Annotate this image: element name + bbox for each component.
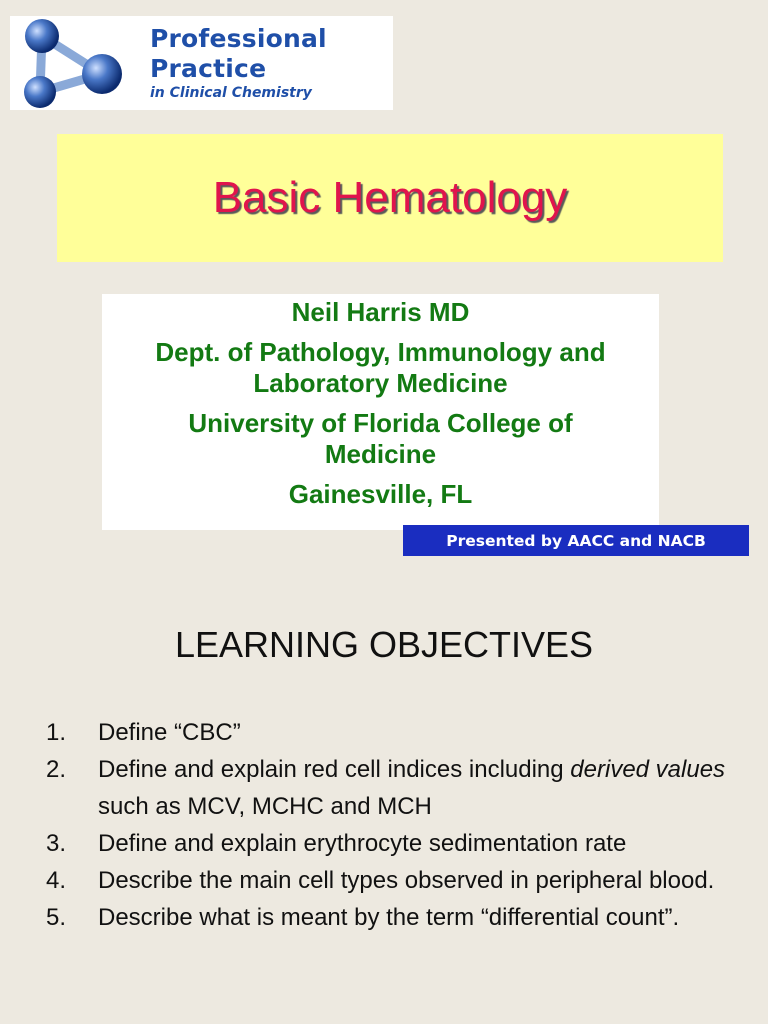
presented-by-banner: Presented by AACC and NACB [403,525,749,556]
objective-item [40,714,740,751]
objective-number: 5. [46,904,67,931]
objective-text: Define “CBC” [98,719,241,746]
objective-emphasis: derived values [570,756,726,783]
author-location: Gainesville, FL [288,479,473,509]
objective-number: 3. [46,830,67,857]
logo [10,16,393,110]
title-box [57,134,723,262]
objective-number: 2. [46,756,67,783]
objective-number: 1. [46,719,67,746]
author-name: Neil Harris MD [291,297,470,327]
author-univ-line-1: University of Florida College of [188,408,573,438]
objective-item [40,825,740,862]
author-univ-line-2: Medicine [324,439,437,469]
objectives-heading: LEARNING OBJECTIVES [174,624,594,665]
logo-line-2: Practice [150,54,267,83]
objective-text: Define and explain erythrocyte sedimentation rate [98,830,627,857]
molecule-logo-icon [10,16,140,110]
logo-line-3: in Clinical Chemistry [150,85,312,101]
author-box [102,294,659,530]
author-dept-line-2: Laboratory Medicine [253,368,508,398]
author-dept-line-1: Dept. of Pathology, Immunology and [155,337,606,367]
logo-line-1: Professional [150,24,327,53]
objectives-list [40,714,740,936]
objective-item [40,862,740,899]
objective-text-tail: such as MCV, MCHC and MCH [98,793,432,820]
objective-item [40,751,740,825]
objective-number: 4. [46,867,67,894]
objective-text: Define and explain red cell indices including [98,756,564,783]
objective-text: Describe what is meant by the term “differential count”. [98,904,680,931]
objective-item [40,899,740,936]
objective-text: Describe the main cell types observed in peripheral blood. [98,867,715,894]
page-title: Basic Hematology [212,173,568,222]
